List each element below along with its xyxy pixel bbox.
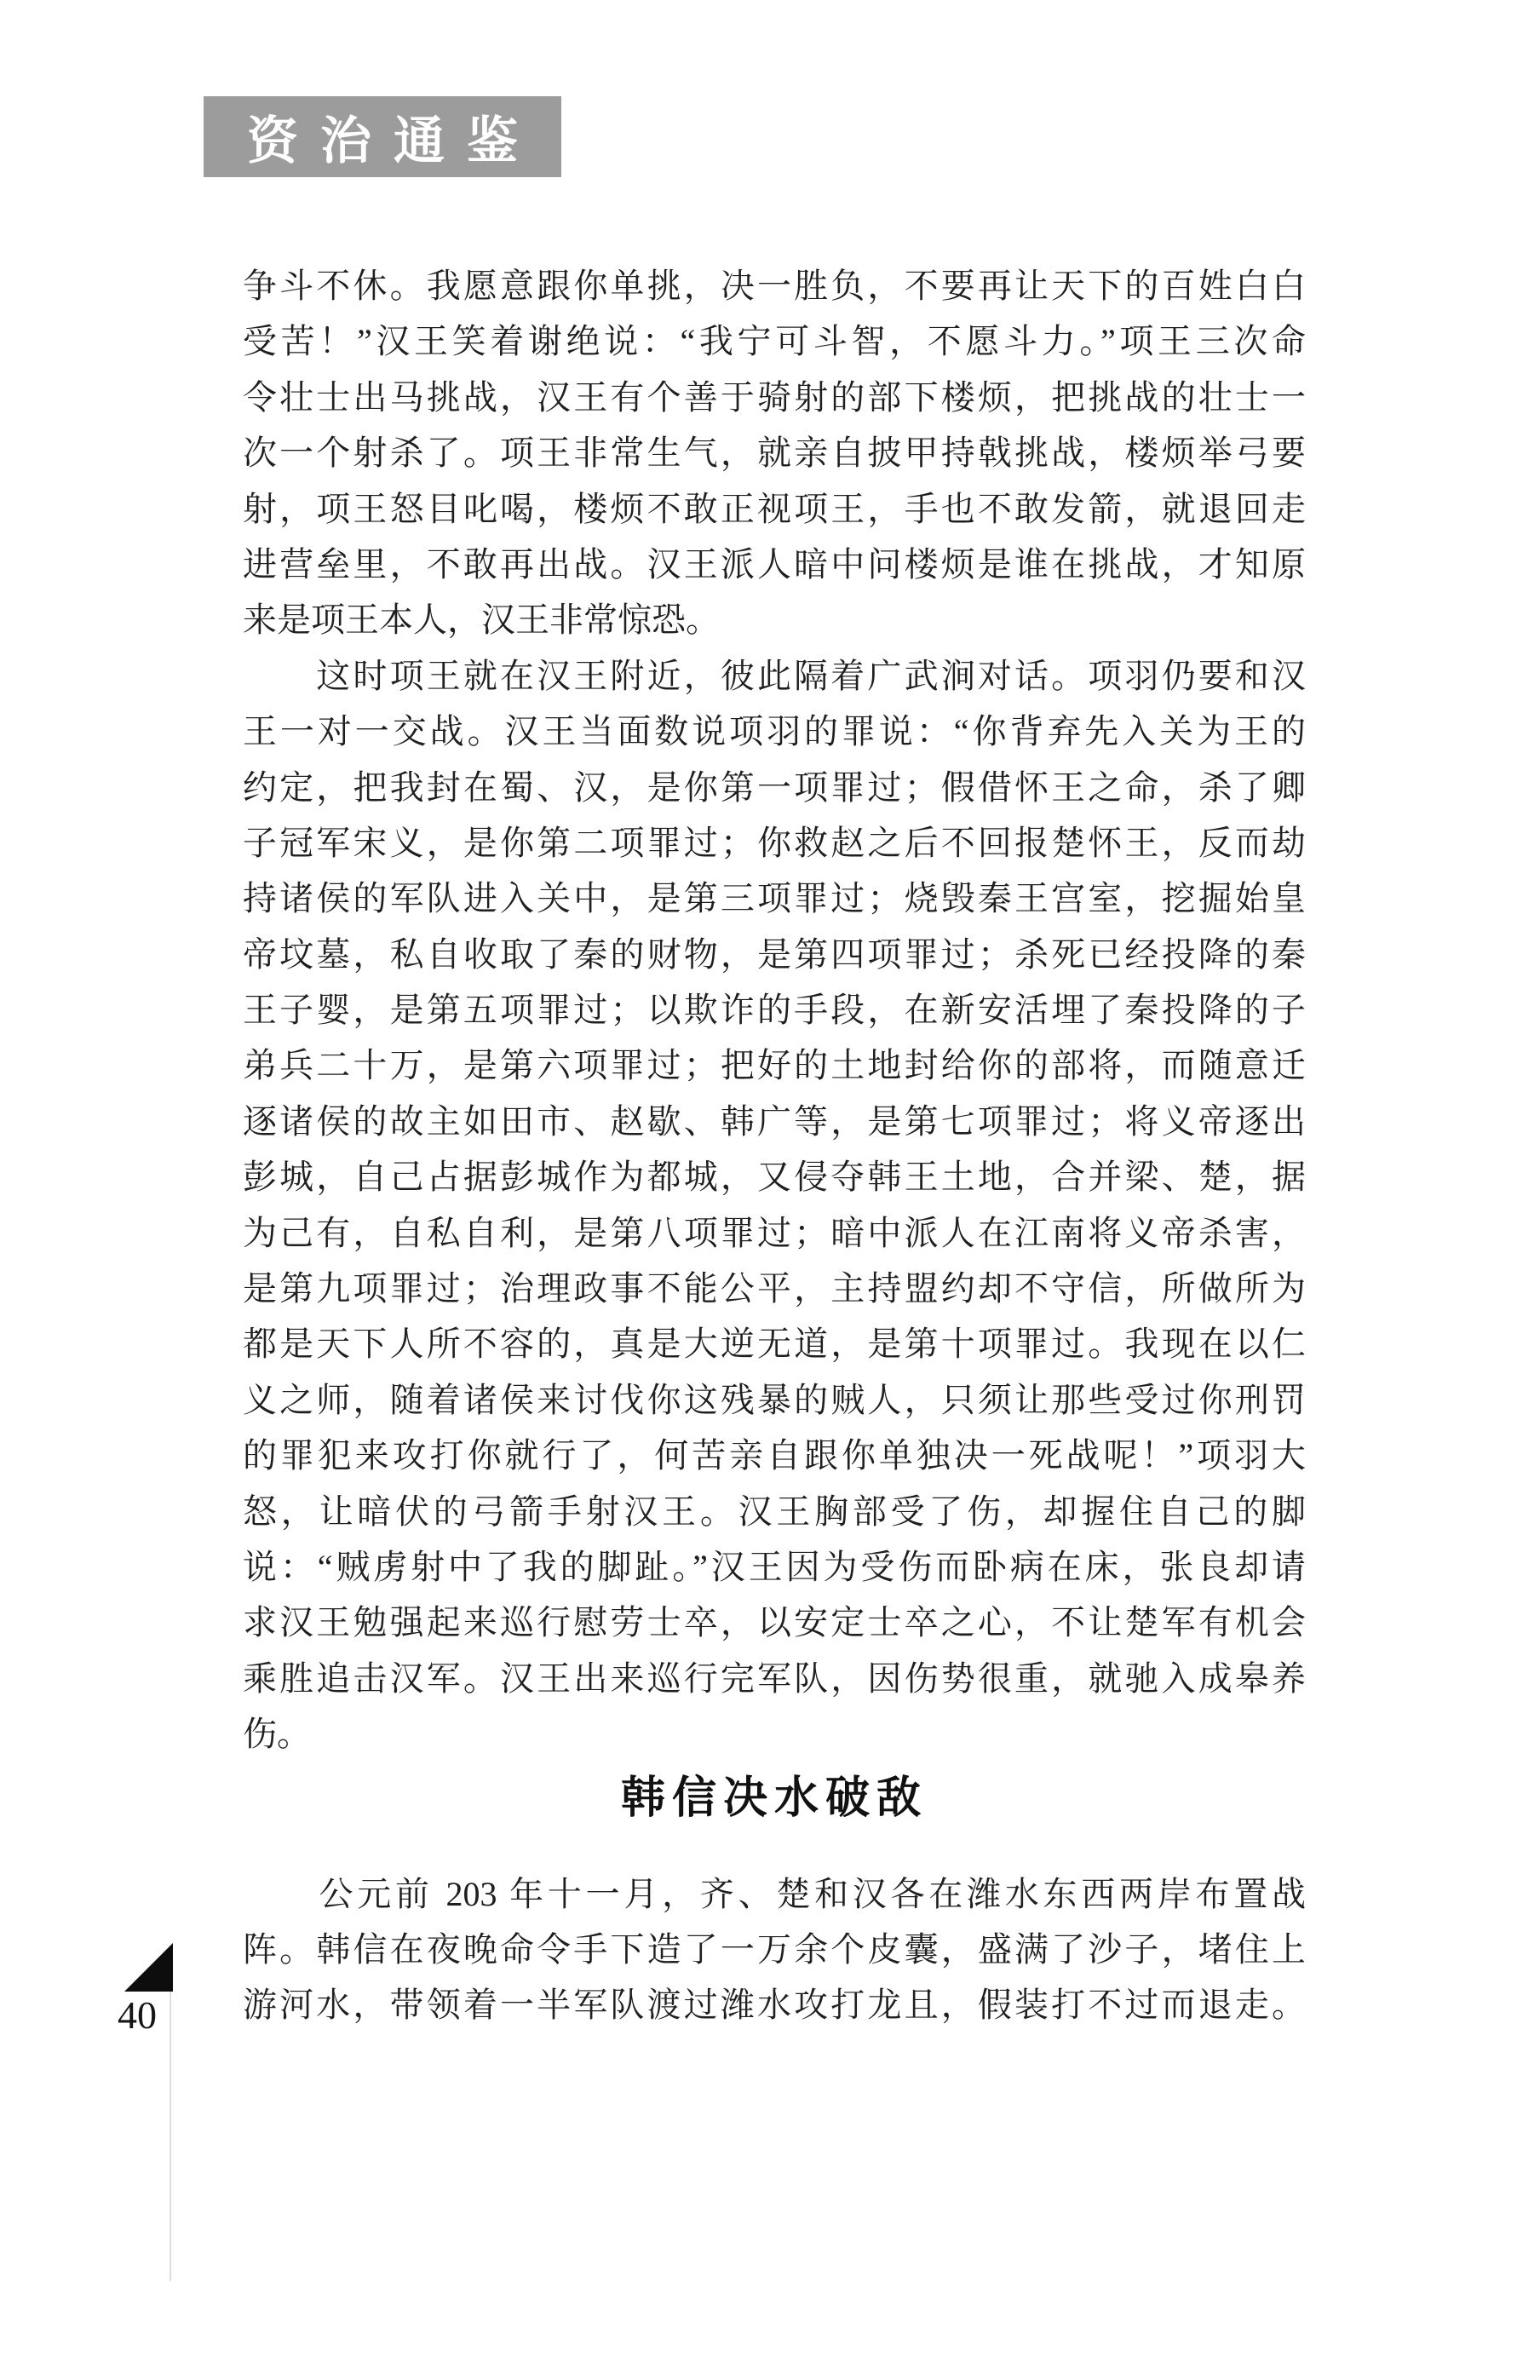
body-paragraphs-before-heading [243, 258, 1306, 1762]
text-line: 义之师，随着诸侯来讨伐你这残暴的贼人，只须让那些受过你刑罚 [243, 1380, 1306, 1419]
text-block [243, 258, 1306, 2033]
text-line: 约定，把我封在蜀、汉，是你第一项罪过；假借怀王之命，杀了卿 [243, 767, 1306, 807]
text-line: 说：“贼虏射中了我的脚趾。”汉王因为受伤而卧病在床，张良却请 [243, 1547, 1306, 1586]
book-series-banner [204, 96, 561, 177]
text-line: 王一对一交战。汉王当面数说项羽的罪说：“你背弃先入关为王的 [243, 712, 1306, 751]
text-line: 都是天下人所不容的，真是大逆无道，是第十项罪过。我现在以仁 [243, 1325, 1306, 1364]
text-line: 是第九项罪过；治理政事不能公平，主持盟约却不守信，所做所为 [243, 1269, 1306, 1308]
paragraph [243, 1866, 1306, 2033]
book-series-title: 资治通鉴 [247, 112, 540, 170]
text-line: 帝坟墓，私自收取了秦的财物，是第四项罪过；杀死已经投降的秦 [243, 934, 1306, 974]
text-line: 受苦！”汉王笑着谢绝说：“我宁可斗智，不愿斗力。”项王三次命 [243, 322, 1306, 361]
section-heading: 韩信决水破敌 [620, 1773, 928, 1823]
text-line: 伤。 [243, 1715, 311, 1754]
text-line: 阵。韩信在夜晚命令手下造了一万余个皮囊，盛满了沙子，堵住上 [243, 1929, 1306, 1969]
body-paragraphs-after-heading [243, 1866, 1306, 2033]
text-line: 王子婴，是第五项罪过；以欺诈的手段，在新安活埋了秦投降的子 [243, 991, 1306, 1030]
text-line: 的罪犯来攻打你就行了，何苦亲自跟你单独决一死战呢！”项羽大 [243, 1436, 1306, 1475]
text-line: 令壮士出马挑战，汉王有个善于骑射的部下楼烦，把挑战的壮士一 [243, 377, 1306, 417]
text-line: 持诸侯的军队进入关中，是第三项罪过；烧毁秦王宫室，挖掘始皇 [243, 879, 1306, 918]
text-line: 彭城，自己占据彭城作为都城，又侵夺韩王土地，合并梁、楚，据 [243, 1158, 1306, 1197]
text-line: 为己有，自私自利，是第八项罪过；暗中派人在江南将义帝杀害， [243, 1213, 1306, 1252]
text-line: 子冠军宋义，是你第二项罪过；你救赵之后不回报楚怀王，反而劫 [243, 823, 1306, 862]
margin-rule-line [170, 1992, 171, 2281]
text-line: 乘胜追击汉军。汉王出来巡行完军队，因伤势很重，就驰入成皋养 [243, 1659, 1306, 1698]
text-line: 公元前 203 年十一月，齐、楚和汉各在潍水东西两岸布置战 [243, 1874, 1306, 1913]
text-line: 求汉王勉强起来巡行慰劳士卒，以安定士卒之心，不让楚军有机会 [243, 1603, 1306, 1642]
text-line: 怒，让暗伏的弓箭手射汉王。汉王胸部受了伤，却握住自己的脚 [243, 1492, 1306, 1531]
paragraph [243, 258, 1306, 648]
text-line: 弟兵二十万，是第六项罪过；把好的土地封给你的部将，而随意迁 [243, 1046, 1306, 1085]
text-line: 射，项王怒目叱喝，楼烦不敢正视项王，手也不敢发箭，就退回走 [243, 489, 1306, 528]
text-line: 次一个射杀了。项王非常生气，就亲自披甲持戟挑战，楼烦举弓要 [243, 434, 1306, 473]
text-line: 争斗不休。我愿意跟你单挑，决一胜负，不要再让天下的百姓白白 [243, 267, 1306, 305]
text-line: 进营垒里，不敢再出战。汉王派人暗中问楼烦是谁在挑战，才知原 [243, 544, 1306, 584]
text-line: 这时项王就在汉王附近，彼此隔着广武涧对话。项羽仍要和汉 [243, 656, 1306, 695]
text-line: 来是项王本人，汉王非常惊恐。 [243, 601, 720, 640]
paragraph [243, 648, 1306, 1762]
text-line: 逐诸侯的故主如田市、赵歇、韩广等，是第七项罪过；将义帝逐出 [243, 1101, 1306, 1141]
page-corner-marker-triangle [124, 1943, 173, 1992]
text-line: 游河水，带领着一半军队渡过潍水攻打龙且，假装打不过而退走。 [243, 1986, 1306, 2025]
page-number: 40 [118, 1993, 157, 2037]
